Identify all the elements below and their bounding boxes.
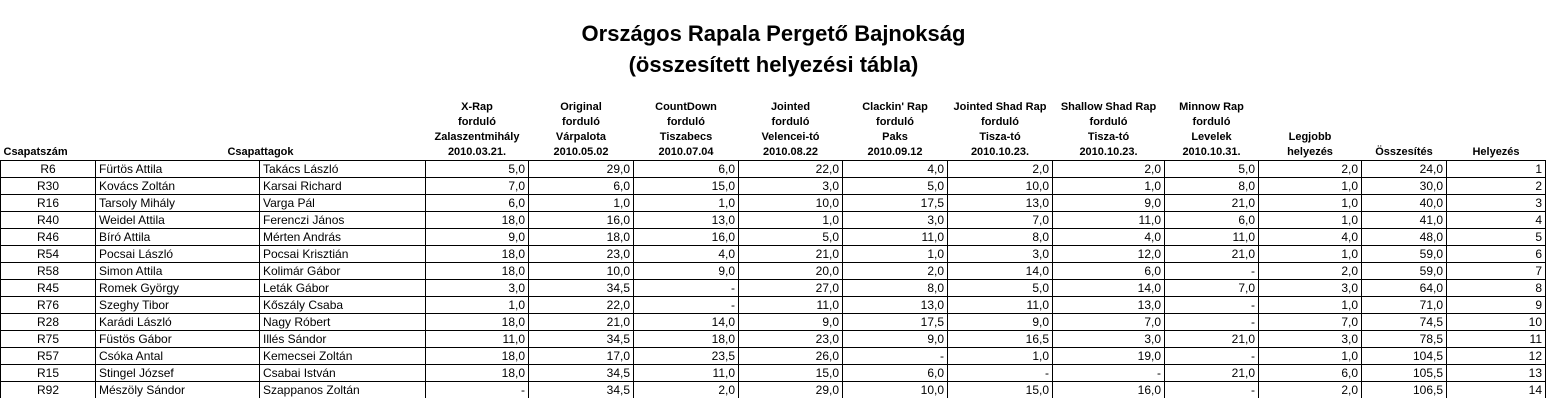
round-7-score-cell: 13,0	[1053, 297, 1165, 314]
round-2-score-cell: 34,5	[529, 280, 634, 297]
round-7-score-cell: 16,0	[1053, 382, 1165, 399]
round-3-score-cell: 13,0	[634, 212, 739, 229]
member-2-cell: Varga Pál	[260, 195, 426, 212]
round-4-score-cell: 10,0	[739, 195, 843, 212]
round-5-score-cell: 11,0	[843, 229, 948, 246]
round-2-score-cell: 10,0	[529, 263, 634, 280]
total-cell: 106,5	[1362, 382, 1447, 399]
round-1-score-cell: 18,0	[426, 348, 529, 365]
team-number-cell: R57	[1, 348, 96, 365]
round-6-score-cell: 16,5	[948, 331, 1053, 348]
round-3-score-cell: 6,0	[634, 161, 739, 178]
placement-cell: 13	[1447, 365, 1546, 382]
team-number-cell: R45	[1, 280, 96, 297]
round-3-score-cell: 23,5	[634, 348, 739, 365]
placement-cell: 6	[1447, 246, 1546, 263]
round-5-score-cell: 17,5	[843, 314, 948, 331]
member-1-cell: Füstös Gábor	[96, 331, 260, 348]
round-7-score-cell: 14,0	[1053, 280, 1165, 297]
round-2-score-cell: 22,0	[529, 297, 634, 314]
placement-cell: 10	[1447, 314, 1546, 331]
round-7-score-cell: 7,0	[1053, 314, 1165, 331]
header-round-8: Minnow Rap forduló Levelek 2010.10.31.	[1165, 92, 1259, 161]
member-1-cell: Csóka Antal	[96, 348, 260, 365]
table-row	[1, 331, 1546, 348]
member-1-cell: Stingel József	[96, 365, 260, 382]
round-1-score-cell: 18,0	[426, 246, 529, 263]
member-2-cell: Kőszály Csaba	[260, 297, 426, 314]
round-3-score-cell: 1,0	[634, 195, 739, 212]
round-6-score-cell: 11,0	[948, 297, 1053, 314]
total-cell: 40,0	[1362, 195, 1447, 212]
round-7-score-cell: -	[1053, 365, 1165, 382]
round-3-score-cell: 2,0	[634, 382, 739, 399]
round-4-score-cell: 27,0	[739, 280, 843, 297]
header-round-3: CountDown forduló Tiszabecs 2010.07.04	[634, 92, 739, 161]
member-2-cell: Karsai Richard	[260, 178, 426, 195]
round-8-score-cell: 21,0	[1165, 195, 1259, 212]
header-round-2: Original forduló Várpalota 2010.05.02	[529, 92, 634, 161]
round-5-score-cell: 5,0	[843, 178, 948, 195]
round-5-score-cell: 8,0	[843, 280, 948, 297]
member-2-cell: Pocsai Krisztián	[260, 246, 426, 263]
header-placement: Helyezés	[1447, 92, 1546, 161]
total-cell: 74,5	[1362, 314, 1447, 331]
best-placement-cell: 1,0	[1259, 178, 1362, 195]
round-6-score-cell: -	[948, 365, 1053, 382]
team-number-cell: R15	[1, 365, 96, 382]
round-3-score-cell: 18,0	[634, 331, 739, 348]
round-1-score-cell: 18,0	[426, 212, 529, 229]
table-row	[1, 280, 1546, 297]
header-team-members: Csapattagok	[96, 92, 426, 161]
team-number-cell: R58	[1, 263, 96, 280]
header-total: Összesítés	[1362, 92, 1447, 161]
round-5-score-cell: 9,0	[843, 331, 948, 348]
round-4-score-cell: 5,0	[739, 229, 843, 246]
best-placement-cell: 1,0	[1259, 212, 1362, 229]
round-7-score-cell: 2,0	[1053, 161, 1165, 178]
round-4-score-cell: 3,0	[739, 178, 843, 195]
placement-cell: 5	[1447, 229, 1546, 246]
best-placement-cell: 3,0	[1259, 280, 1362, 297]
total-cell: 48,0	[1362, 229, 1447, 246]
round-4-score-cell: 20,0	[739, 263, 843, 280]
best-placement-cell: 4,0	[1259, 229, 1362, 246]
placement-cell: 1	[1447, 161, 1546, 178]
round-8-score-cell: 5,0	[1165, 161, 1259, 178]
round-8-score-cell: -	[1165, 314, 1259, 331]
round-8-score-cell: 11,0	[1165, 229, 1259, 246]
round-7-score-cell: 9,0	[1053, 195, 1165, 212]
member-1-cell: Bíró Attila	[96, 229, 260, 246]
member-1-cell: Kovács Zoltán	[96, 178, 260, 195]
round-3-score-cell: 9,0	[634, 263, 739, 280]
page-subtitle: (összesített helyezési tábla)	[628, 52, 919, 77]
round-1-score-cell: 6,0	[426, 195, 529, 212]
round-3-score-cell: 16,0	[634, 229, 739, 246]
round-5-score-cell: 1,0	[843, 246, 948, 263]
total-cell: 71,0	[1362, 297, 1447, 314]
member-1-cell: Mészöly Sándor	[96, 382, 260, 399]
round-7-score-cell: 1,0	[1053, 178, 1165, 195]
round-1-score-cell: -	[426, 382, 529, 399]
header-team-number: Csapatszám	[1, 92, 96, 161]
member-1-cell: Pocsai László	[96, 246, 260, 263]
member-2-cell: Csabai István	[260, 365, 426, 382]
member-1-cell: Romek György	[96, 280, 260, 297]
placement-cell: 3	[1447, 195, 1546, 212]
round-1-score-cell: 3,0	[426, 280, 529, 297]
round-2-score-cell: 29,0	[529, 161, 634, 178]
round-6-score-cell: 13,0	[948, 195, 1053, 212]
best-placement-cell: 7,0	[1259, 314, 1362, 331]
round-7-score-cell: 6,0	[1053, 263, 1165, 280]
round-4-score-cell: 29,0	[739, 382, 843, 399]
round-2-score-cell: 1,0	[529, 195, 634, 212]
member-2-cell: Takács László	[260, 161, 426, 178]
round-7-score-cell: 12,0	[1053, 246, 1165, 263]
table-row	[1, 178, 1546, 195]
table-row	[1, 314, 1546, 331]
round-5-score-cell: 10,0	[843, 382, 948, 399]
round-1-score-cell: 1,0	[426, 297, 529, 314]
team-number-cell: R28	[1, 314, 96, 331]
table-row	[1, 246, 1546, 263]
member-1-cell: Szeghy Tibor	[96, 297, 260, 314]
round-6-score-cell: 10,0	[948, 178, 1053, 195]
round-2-score-cell: 23,0	[529, 246, 634, 263]
round-7-score-cell: 11,0	[1053, 212, 1165, 229]
best-placement-cell: 3,0	[1259, 331, 1362, 348]
table-row	[1, 195, 1546, 212]
round-6-score-cell: 8,0	[948, 229, 1053, 246]
round-3-score-cell: -	[634, 297, 739, 314]
table-row	[1, 229, 1546, 246]
team-number-cell: R76	[1, 297, 96, 314]
round-2-score-cell: 34,5	[529, 331, 634, 348]
round-4-score-cell: 23,0	[739, 331, 843, 348]
round-1-score-cell: 18,0	[426, 365, 529, 382]
member-2-cell: Kolimár Gábor	[260, 263, 426, 280]
round-6-score-cell: 5,0	[948, 280, 1053, 297]
round-6-score-cell: 7,0	[948, 212, 1053, 229]
header-round-7: Shallow Shad Rap forduló Tisza-tó 2010.10.23.	[1053, 92, 1165, 161]
round-2-score-cell: 21,0	[529, 314, 634, 331]
member-1-cell: Simon Attila	[96, 263, 260, 280]
round-8-score-cell: -	[1165, 297, 1259, 314]
member-2-cell: Mérten András	[260, 229, 426, 246]
round-5-score-cell: -	[843, 348, 948, 365]
team-number-cell: R40	[1, 212, 96, 229]
round-3-score-cell: 4,0	[634, 246, 739, 263]
round-6-score-cell: 1,0	[948, 348, 1053, 365]
round-1-score-cell: 18,0	[426, 263, 529, 280]
round-3-score-cell: 11,0	[634, 365, 739, 382]
team-number-cell: R16	[1, 195, 96, 212]
round-4-score-cell: 9,0	[739, 314, 843, 331]
round-1-score-cell: 18,0	[426, 314, 529, 331]
round-2-score-cell: 34,5	[529, 382, 634, 399]
round-2-score-cell: 16,0	[529, 212, 634, 229]
round-6-score-cell: 15,0	[948, 382, 1053, 399]
round-4-score-cell: 26,0	[739, 348, 843, 365]
round-8-score-cell: 21,0	[1165, 331, 1259, 348]
round-5-score-cell: 4,0	[843, 161, 948, 178]
member-1-cell: Fürtös Attila	[96, 161, 260, 178]
best-placement-cell: 1,0	[1259, 195, 1362, 212]
member-2-cell: Szappanos Zoltán	[260, 382, 426, 399]
round-1-score-cell: 5,0	[426, 161, 529, 178]
results-table	[0, 92, 1546, 398]
round-4-score-cell: 21,0	[739, 246, 843, 263]
header-round-6: Jointed Shad Rap forduló Tisza-tó 2010.10.23.	[948, 92, 1053, 161]
member-1-cell: Karádi László	[96, 314, 260, 331]
team-number-cell: R92	[1, 382, 96, 399]
best-placement-cell: 2,0	[1259, 263, 1362, 280]
round-8-score-cell: -	[1165, 382, 1259, 399]
member-2-cell: Leták Gábor	[260, 280, 426, 297]
round-2-score-cell: 6,0	[529, 178, 634, 195]
round-8-score-cell: -	[1165, 348, 1259, 365]
total-cell: 64,0	[1362, 280, 1447, 297]
total-cell: 59,0	[1362, 246, 1447, 263]
table-row	[1, 212, 1546, 229]
round-7-score-cell: 19,0	[1053, 348, 1165, 365]
placement-cell: 14	[1447, 382, 1546, 399]
total-cell: 24,0	[1362, 161, 1447, 178]
round-6-score-cell: 2,0	[948, 161, 1053, 178]
round-1-score-cell: 9,0	[426, 229, 529, 246]
placement-cell: 4	[1447, 212, 1546, 229]
team-number-cell: R46	[1, 229, 96, 246]
round-4-score-cell: 22,0	[739, 161, 843, 178]
member-2-cell: Kemecsei Zoltán	[260, 348, 426, 365]
best-placement-cell: 2,0	[1259, 161, 1362, 178]
round-3-score-cell: 15,0	[634, 178, 739, 195]
header-best-placement: Legjobb helyezés	[1259, 92, 1362, 161]
table-row	[1, 382, 1546, 399]
member-2-cell: Illés Sándor	[260, 331, 426, 348]
round-5-score-cell: 13,0	[843, 297, 948, 314]
placement-cell: 12	[1447, 348, 1546, 365]
team-number-cell: R30	[1, 178, 96, 195]
table-row	[1, 348, 1546, 365]
header-round-4: Jointed forduló Velencei-tó 2010.08.22	[739, 92, 843, 161]
round-6-score-cell: 14,0	[948, 263, 1053, 280]
round-2-score-cell: 18,0	[529, 229, 634, 246]
member-2-cell: Nagy Róbert	[260, 314, 426, 331]
round-3-score-cell: -	[634, 280, 739, 297]
round-6-score-cell: 3,0	[948, 246, 1053, 263]
round-3-score-cell: 14,0	[634, 314, 739, 331]
round-8-score-cell: 7,0	[1165, 280, 1259, 297]
round-5-score-cell: 2,0	[843, 263, 948, 280]
round-4-score-cell: 1,0	[739, 212, 843, 229]
team-number-cell: R54	[1, 246, 96, 263]
round-2-score-cell: 34,5	[529, 365, 634, 382]
round-8-score-cell: 6,0	[1165, 212, 1259, 229]
best-placement-cell: 1,0	[1259, 348, 1362, 365]
total-cell: 30,0	[1362, 178, 1447, 195]
round-4-score-cell: 15,0	[739, 365, 843, 382]
round-8-score-cell: -	[1165, 263, 1259, 280]
header-round-5: Clackin' Rap forduló Paks 2010.09.12	[843, 92, 948, 161]
member-1-cell: Weidel Attila	[96, 212, 260, 229]
round-5-score-cell: 6,0	[843, 365, 948, 382]
round-8-score-cell: 21,0	[1165, 365, 1259, 382]
total-cell: 104,5	[1362, 348, 1447, 365]
round-6-score-cell: 9,0	[948, 314, 1053, 331]
total-cell: 78,5	[1362, 331, 1447, 348]
round-4-score-cell: 11,0	[739, 297, 843, 314]
total-cell: 59,0	[1362, 263, 1447, 280]
placement-cell: 9	[1447, 297, 1546, 314]
table-row	[1, 161, 1546, 178]
table-row	[1, 297, 1546, 314]
team-number-cell: R6	[1, 161, 96, 178]
team-number-cell: R75	[1, 331, 96, 348]
round-1-score-cell: 7,0	[426, 178, 529, 195]
table-row	[1, 263, 1546, 280]
total-cell: 41,0	[1362, 212, 1447, 229]
header-round-1: X-Rap forduló Zalaszentmihály 2010.03.21.	[426, 92, 529, 161]
total-cell: 105,5	[1362, 365, 1447, 382]
table-row	[1, 365, 1546, 382]
round-7-score-cell: 4,0	[1053, 229, 1165, 246]
best-placement-cell: 6,0	[1259, 365, 1362, 382]
round-5-score-cell: 17,5	[843, 195, 948, 212]
round-8-score-cell: 21,0	[1165, 246, 1259, 263]
member-2-cell: Ferenczi János	[260, 212, 426, 229]
placement-cell: 8	[1447, 280, 1546, 297]
member-1-cell: Tarsoly Mihály	[96, 195, 260, 212]
round-7-score-cell: 3,0	[1053, 331, 1165, 348]
placement-cell: 11	[1447, 331, 1546, 348]
placement-cell: 2	[1447, 178, 1546, 195]
best-placement-cell: 2,0	[1259, 382, 1362, 399]
round-1-score-cell: 11,0	[426, 331, 529, 348]
round-8-score-cell: 8,0	[1165, 178, 1259, 195]
placement-cell: 7	[1447, 263, 1546, 280]
best-placement-cell: 1,0	[1259, 246, 1362, 263]
round-5-score-cell: 3,0	[843, 212, 948, 229]
round-2-score-cell: 17,0	[529, 348, 634, 365]
page-title: Országos Rapala Pergető Bajnokság	[581, 21, 966, 46]
best-placement-cell: 1,0	[1259, 297, 1362, 314]
header-row	[1, 92, 1546, 161]
